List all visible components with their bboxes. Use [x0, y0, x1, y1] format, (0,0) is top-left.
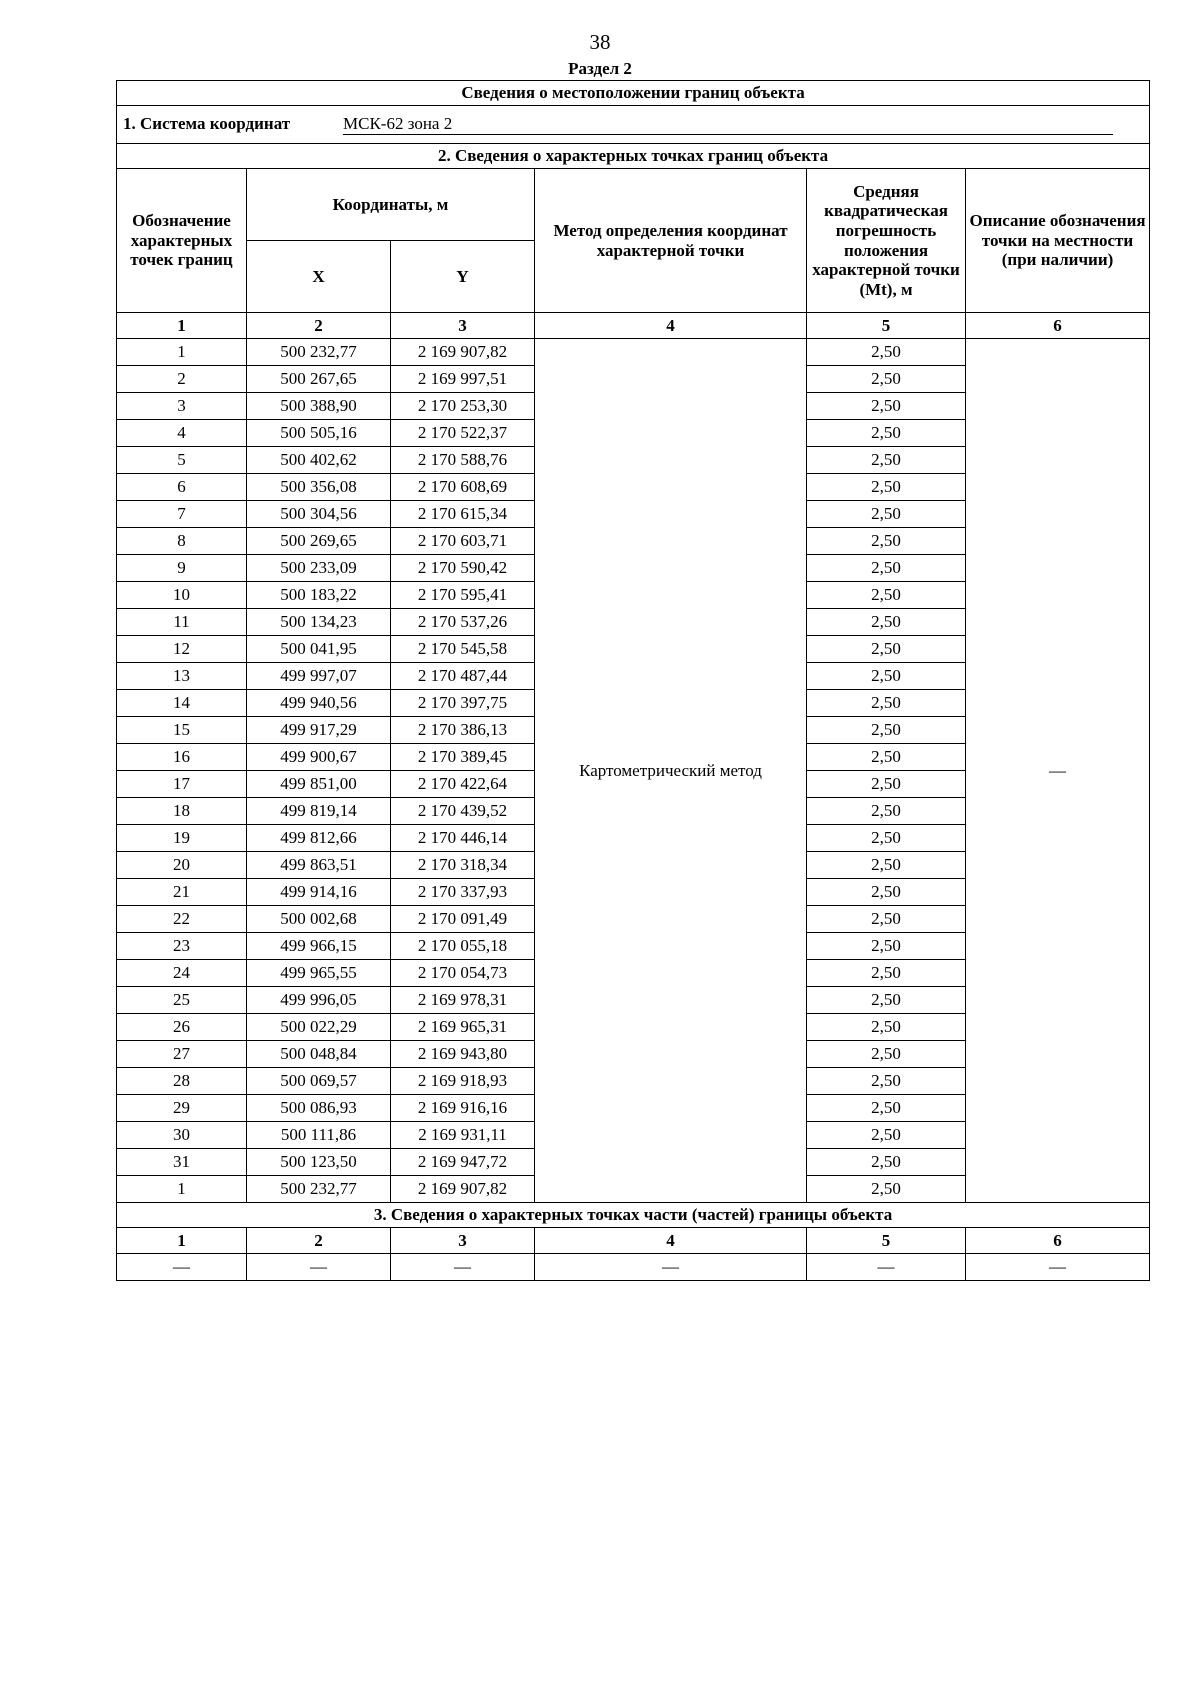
point-number: 11	[117, 609, 247, 636]
column-number: 1	[117, 313, 247, 339]
point-error: 2,50	[807, 420, 966, 447]
point-error: 2,50	[807, 1176, 966, 1203]
point-number: 31	[117, 1149, 247, 1176]
point-error: 2,50	[807, 501, 966, 528]
point-y: 2 170 389,45	[391, 744, 535, 771]
point-error: 2,50	[807, 1041, 966, 1068]
point-x: 500 388,90	[247, 393, 391, 420]
parts-cell: —	[535, 1254, 807, 1281]
point-y: 2 170 595,41	[391, 582, 535, 609]
point-error: 2,50	[807, 582, 966, 609]
point-y: 2 170 522,37	[391, 420, 535, 447]
header-x: X	[247, 241, 391, 313]
section-title: Раздел 2	[568, 59, 632, 78]
point-number: 16	[117, 744, 247, 771]
point-y: 2 170 055,18	[391, 933, 535, 960]
description-cell: —	[966, 339, 1150, 1203]
page-number: 38	[589, 30, 611, 54]
point-number: 5	[117, 447, 247, 474]
point-y: 2 170 337,93	[391, 879, 535, 906]
point-error: 2,50	[807, 1068, 966, 1095]
point-error: 2,50	[807, 879, 966, 906]
point-error: 2,50	[807, 636, 966, 663]
table-row	[117, 339, 1150, 366]
point-y: 2 169 907,82	[391, 1176, 535, 1203]
point-x: 499 914,16	[247, 879, 391, 906]
point-x: 499 997,07	[247, 663, 391, 690]
point-x: 500 048,84	[247, 1041, 391, 1068]
point-x: 500 356,08	[247, 474, 391, 501]
point-error: 2,50	[807, 528, 966, 555]
column-number: 2	[247, 313, 391, 339]
point-x: 500 069,57	[247, 1068, 391, 1095]
point-number: 14	[117, 690, 247, 717]
point-x: 500 041,95	[247, 636, 391, 663]
column-number: 3	[391, 313, 535, 339]
point-number: 29	[117, 1095, 247, 1122]
point-x: 499 917,29	[247, 717, 391, 744]
point-error: 2,50	[807, 771, 966, 798]
point-error: 2,50	[807, 474, 966, 501]
point-y: 2 169 916,16	[391, 1095, 535, 1122]
method-cell: Картометрический метод	[535, 339, 807, 1203]
point-x: 499 863,51	[247, 852, 391, 879]
coord-system-label: 1. Система координат	[123, 114, 291, 134]
parts-section-title: 3. Сведения о характерных точках части (частей) границы объекта	[117, 1203, 1150, 1228]
point-x: 500 086,93	[247, 1095, 391, 1122]
point-number: 17	[117, 771, 247, 798]
point-y: 2 170 439,52	[391, 798, 535, 825]
column-number: 1	[117, 1228, 247, 1254]
header-method: Метод определения координат характерной точки	[535, 169, 807, 313]
point-x: 499 965,55	[247, 960, 391, 987]
parts-cell: —	[807, 1254, 966, 1281]
point-number: 24	[117, 960, 247, 987]
point-y: 2 170 397,75	[391, 690, 535, 717]
point-error: 2,50	[807, 906, 966, 933]
point-x: 500 111,86	[247, 1122, 391, 1149]
point-y: 2 170 588,76	[391, 447, 535, 474]
point-y: 2 169 997,51	[391, 366, 535, 393]
point-error: 2,50	[807, 447, 966, 474]
point-y: 2 170 615,34	[391, 501, 535, 528]
point-y: 2 170 545,58	[391, 636, 535, 663]
column-number: 4	[535, 313, 807, 339]
points-section-title: 2. Сведения о характерных точках границ объекта	[117, 144, 1150, 169]
point-x: 500 505,16	[247, 420, 391, 447]
point-error: 2,50	[807, 690, 966, 717]
point-x: 499 812,66	[247, 825, 391, 852]
point-y: 2 170 608,69	[391, 474, 535, 501]
parts-cell: —	[247, 1254, 391, 1281]
point-number: 1	[117, 339, 247, 366]
point-error: 2,50	[807, 987, 966, 1014]
point-error: 2,50	[807, 1149, 966, 1176]
point-x: 499 851,00	[247, 771, 391, 798]
point-number: 15	[117, 717, 247, 744]
point-y: 2 169 947,72	[391, 1149, 535, 1176]
point-error: 2,50	[807, 852, 966, 879]
table-title: Сведения о местоположении границ объекта	[117, 81, 1150, 106]
point-error: 2,50	[807, 339, 966, 366]
column-number: 3	[391, 1228, 535, 1254]
point-x: 500 123,50	[247, 1149, 391, 1176]
point-y: 2 170 253,30	[391, 393, 535, 420]
point-y: 2 170 318,34	[391, 852, 535, 879]
point-number: 6	[117, 474, 247, 501]
point-y: 2 169 943,80	[391, 1041, 535, 1068]
column-number: 6	[966, 313, 1150, 339]
point-x: 500 233,09	[247, 555, 391, 582]
point-x: 499 996,05	[247, 987, 391, 1014]
point-x: 500 232,77	[247, 1176, 391, 1203]
column-number: 5	[807, 313, 966, 339]
point-number: 12	[117, 636, 247, 663]
point-number: 27	[117, 1041, 247, 1068]
point-error: 2,50	[807, 798, 966, 825]
parts-column-numbers-row	[117, 1228, 1150, 1254]
point-number: 20	[117, 852, 247, 879]
point-number: 30	[117, 1122, 247, 1149]
point-error: 2,50	[807, 663, 966, 690]
point-x: 500 002,68	[247, 906, 391, 933]
point-x: 500 402,62	[247, 447, 391, 474]
coord-system-row	[117, 106, 1150, 144]
point-error: 2,50	[807, 366, 966, 393]
point-number: 23	[117, 933, 247, 960]
point-error: 2,50	[807, 1014, 966, 1041]
point-x: 500 022,29	[247, 1014, 391, 1041]
header-error: Средняя квадратическая погрешность положения характерной точки (Mt), м	[807, 169, 966, 313]
point-error: 2,50	[807, 1122, 966, 1149]
point-x: 500 304,56	[247, 501, 391, 528]
point-number: 8	[117, 528, 247, 555]
point-y: 2 170 422,64	[391, 771, 535, 798]
point-number: 22	[117, 906, 247, 933]
point-x: 500 267,65	[247, 366, 391, 393]
point-error: 2,50	[807, 393, 966, 420]
point-error: 2,50	[807, 609, 966, 636]
parts-cell: —	[966, 1254, 1150, 1281]
point-x: 500 232,77	[247, 339, 391, 366]
point-y: 2 169 931,11	[391, 1122, 535, 1149]
point-x: 500 183,22	[247, 582, 391, 609]
point-number: 2	[117, 366, 247, 393]
point-error: 2,50	[807, 744, 966, 771]
coord-system-value: МСК-62 зона 2	[343, 114, 1113, 135]
point-number: 1	[117, 1176, 247, 1203]
point-y: 2 170 054,73	[391, 960, 535, 987]
point-error: 2,50	[807, 960, 966, 987]
boundary-table	[116, 80, 1150, 1281]
point-number: 26	[117, 1014, 247, 1041]
parts-cell: —	[117, 1254, 247, 1281]
parts-cell: —	[391, 1254, 535, 1281]
point-x: 499 900,67	[247, 744, 391, 771]
header-coordinates: Координаты, м	[247, 169, 535, 241]
point-number: 19	[117, 825, 247, 852]
point-x: 500 134,23	[247, 609, 391, 636]
point-y: 2 170 487,44	[391, 663, 535, 690]
point-number: 10	[117, 582, 247, 609]
header-description: Описание обозначения точки на местности (при наличии)	[966, 169, 1150, 313]
point-error: 2,50	[807, 1095, 966, 1122]
point-error: 2,50	[807, 717, 966, 744]
point-error: 2,50	[807, 933, 966, 960]
column-number: 5	[807, 1228, 966, 1254]
point-y: 2 170 537,26	[391, 609, 535, 636]
point-number: 18	[117, 798, 247, 825]
point-error: 2,50	[807, 555, 966, 582]
point-x: 499 966,15	[247, 933, 391, 960]
point-y: 2 170 590,42	[391, 555, 535, 582]
parts-row	[117, 1254, 1150, 1281]
point-number: 25	[117, 987, 247, 1014]
column-number: 2	[247, 1228, 391, 1254]
point-y: 2 169 907,82	[391, 339, 535, 366]
header-y: Y	[391, 241, 535, 313]
point-x: 499 940,56	[247, 690, 391, 717]
point-number: 4	[117, 420, 247, 447]
point-number: 28	[117, 1068, 247, 1095]
column-number: 4	[535, 1228, 807, 1254]
point-y: 2 170 446,14	[391, 825, 535, 852]
point-number: 9	[117, 555, 247, 582]
point-x: 500 269,65	[247, 528, 391, 555]
header-designation: Обозначение характерных точек границ	[117, 169, 247, 313]
point-number: 7	[117, 501, 247, 528]
point-error: 2,50	[807, 825, 966, 852]
point-x: 499 819,14	[247, 798, 391, 825]
point-y: 2 170 603,71	[391, 528, 535, 555]
point-y: 2 169 978,31	[391, 987, 535, 1014]
column-numbers-row	[117, 313, 1150, 339]
point-number: 13	[117, 663, 247, 690]
column-number: 6	[966, 1228, 1150, 1254]
point-number: 21	[117, 879, 247, 906]
point-y: 2 170 386,13	[391, 717, 535, 744]
point-y: 2 169 965,31	[391, 1014, 535, 1041]
point-number: 3	[117, 393, 247, 420]
point-y: 2 169 918,93	[391, 1068, 535, 1095]
point-y: 2 170 091,49	[391, 906, 535, 933]
